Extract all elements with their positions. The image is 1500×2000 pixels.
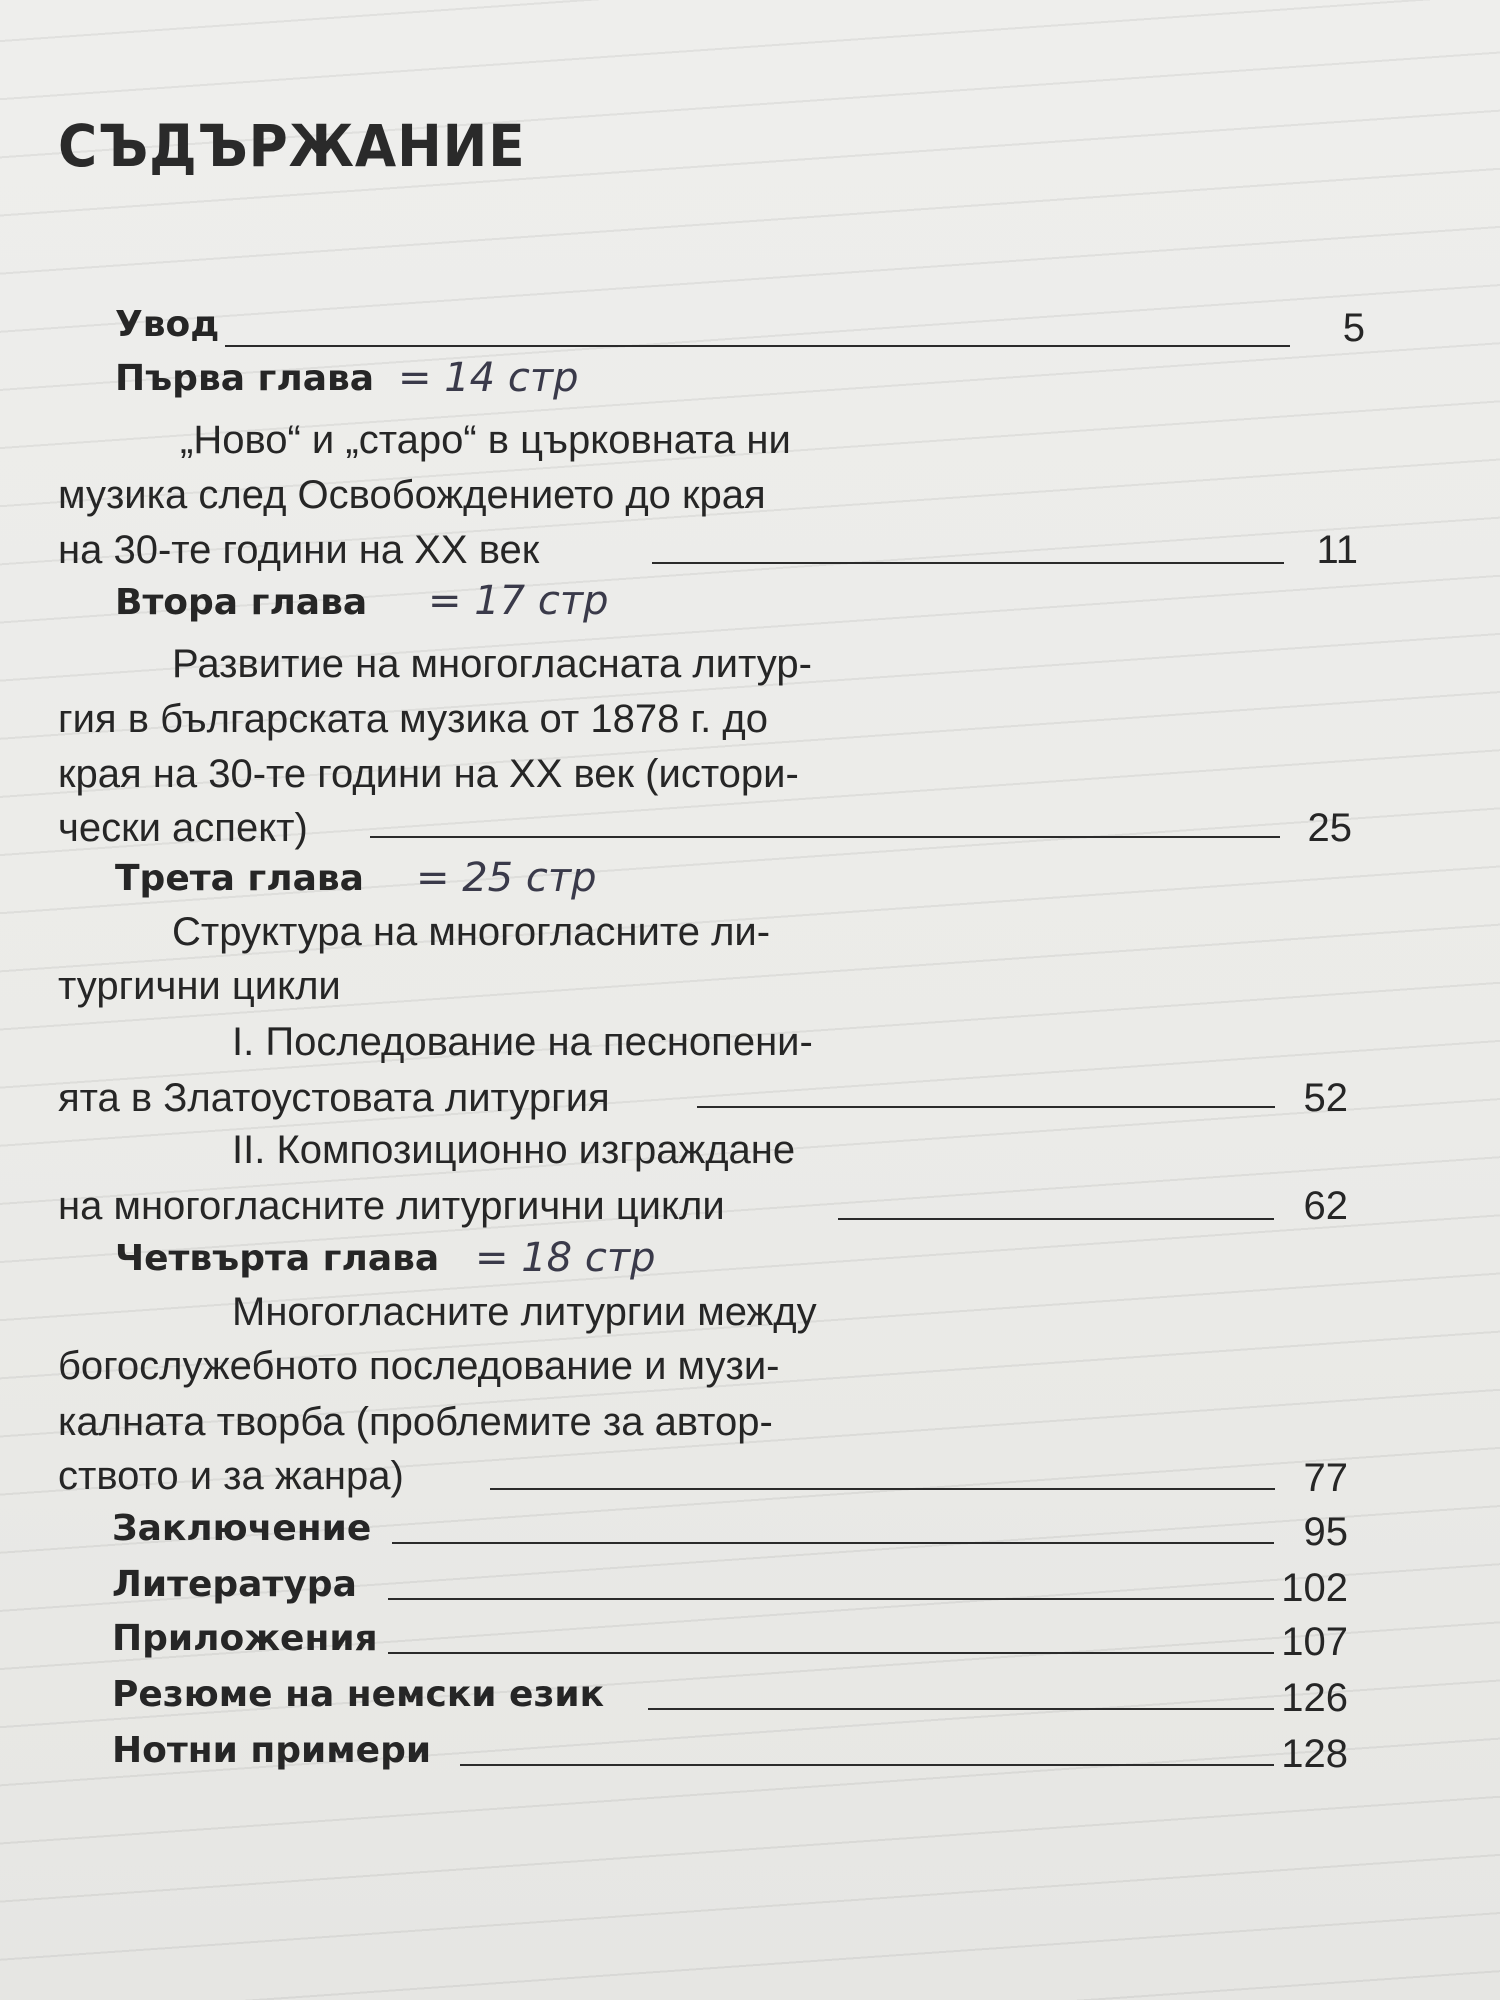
handwritten-note: = 17 стр [428,578,609,624]
toc-ch3-sub1-page: 52 [1303,1076,1348,1120]
toc-ch3-sub1-line: ята в Златоустовата литургия [58,1076,610,1120]
toc-ch4-page: 77 [1303,1456,1348,1500]
leader-line [370,836,1280,838]
handwritten-note: = 14 стр [398,355,579,401]
toc-ch3-sub2-line: на многогласните литургични цикли [58,1184,725,1228]
toc-ch4-line: Многогласните литургии между [232,1290,817,1334]
handwritten-note: = 25 стр [416,855,597,901]
toc-ch1-line: музика след Освобождението до края [58,473,766,517]
toc-literature-page: 102 [1281,1566,1348,1610]
toc-ch1-page: 11 [1316,528,1358,572]
toc-ch3-sub1-line: I. Последование на песнопени- [232,1020,813,1064]
toc-ch1-line: „Ново“ и „старо“ в църковната ни [180,418,791,462]
toc-ch2-line: гия в българската музика от 1878 г. до [58,697,768,741]
toc-intro-page: 5 [1342,306,1365,350]
toc-ch2-label: Втора глава [115,582,368,623]
leader-line [460,1764,1274,1766]
leader-line [648,1708,1274,1710]
toc-ch4-label: Четвърта глава [115,1238,440,1279]
toc-conclusion-page: 95 [1303,1510,1348,1554]
toc-ch3-line: Структура на многогласните ли- [172,910,771,954]
toc-appendices-page: 107 [1281,1620,1348,1664]
toc-ch2-line: Развитие на многогласната литур- [172,642,812,686]
toc-summary-page: 126 [1281,1676,1348,1720]
leader-line [225,345,1290,347]
leader-line [697,1106,1275,1108]
toc-conclusion-label: Заключение [112,1508,372,1549]
toc-ch4-line: ството и за жанра) [58,1454,404,1498]
toc-ch1-label: Първа глава [115,358,375,399]
handwritten-note: = 18 стр [475,1235,656,1281]
toc-ch2-line: чески аспект) [58,806,308,850]
toc-literature-label: Литература [112,1564,357,1605]
toc-ch4-line: богослужебното последование и музи- [58,1344,780,1388]
toc-examples-label: Нотни примери [112,1730,432,1771]
leader-line [388,1652,1274,1654]
toc-ch1-line: на 30-те години на XX век [58,528,540,572]
leader-line [838,1218,1274,1220]
toc-ch3-line: тургични цикли [58,964,341,1008]
toc-ch3-sub2-line: II. Композиционно изграждане [232,1128,796,1172]
leader-line [388,1598,1274,1600]
toc-examples-page: 128 [1281,1732,1348,1776]
toc-appendices-label: Приложения [112,1618,378,1659]
toc-ch4-line: калната творба (проблемите за автор- [58,1400,773,1444]
page-title: СЪДЪРЖАНИЕ [58,112,526,180]
toc-intro-label: Увод [115,304,220,345]
toc-ch2-page: 25 [1307,806,1352,850]
leader-line [652,562,1284,564]
toc-ch3-label: Трета глава [115,858,364,899]
leader-line [490,1488,1275,1490]
toc-ch2-line: края на 30-те години на XX век (истори- [58,752,799,796]
toc-summary-label: Резюме на немски език [112,1674,605,1715]
toc-ch3-sub2-page: 62 [1303,1184,1348,1228]
leader-line [392,1542,1274,1544]
